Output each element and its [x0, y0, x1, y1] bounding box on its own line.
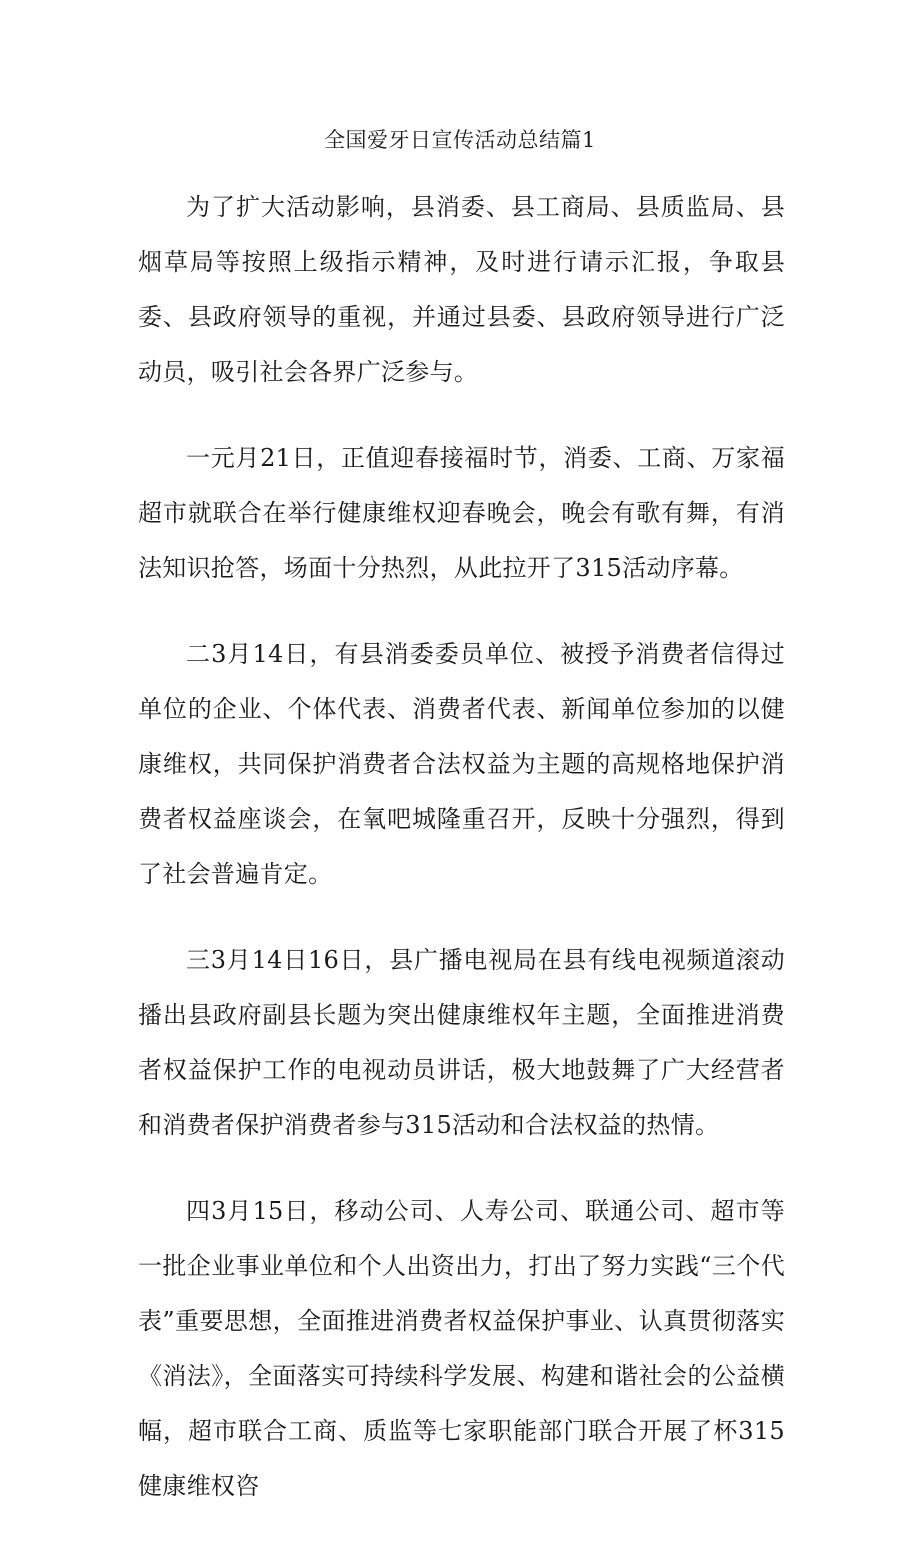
paragraph-item-2: 二3月14日，有县消委委员单位、被授予消费者信得过单位的企业、个体代表、消费者代表、新闻单位参加的以健康维权，共同保护消费者合法权益为主题的高规格地保护消费者权益座谈会，在氧吧城隆重召开，反映十分强烈，得到了社会普遍肯定。	[138, 640, 785, 888]
paragraph-item-1: 一元月21日，正值迎春接福时节，消委、工商、万家福超市就联合在举行健康维权迎春晚会，晚会有歌有舞，有消法知识抢答，场面十分热烈，从此拉开了315活动序幕。	[138, 444, 785, 582]
paragraph-intro: 为了扩大活动影响，县消委、县工商局、县质监局、县烟草局等按照上级指示精神，及时进行请示汇报，争取县委、县政府领导的重视，并通过县委、县政府领导进行广泛动员，吸引社会各界广泛参与。	[138, 193, 785, 386]
paragraph-item-3: 三3月14日16日，县广播电视局在县有线电视频道滚动播出县政府副县长题为突出健康维权年主题，全面推进消费者权益保护工作的电视动员讲话，极大地鼓舞了广大经营者和消费者保护消费者参与315活动和合法权益的热情。	[138, 946, 785, 1139]
paragraph-item-4: 四3月15日，移动公司、人寿公司、联通公司、超市等一批企业事业单位和个人出资出力，打出了努力实践“三个代表”重要思想，全面推进消费者权益保护事业、认真贯彻落实《消法》，全面落实可持续科学发展、构建和谐社会的公益横幅，超市联合工商、质监等七家职能部门联合开展了杯315健康维权咨	[138, 1197, 785, 1500]
document-body	[138, 180, 785, 1545]
document-title: 全国爱牙日宣传活动总结篇1	[324, 128, 596, 152]
